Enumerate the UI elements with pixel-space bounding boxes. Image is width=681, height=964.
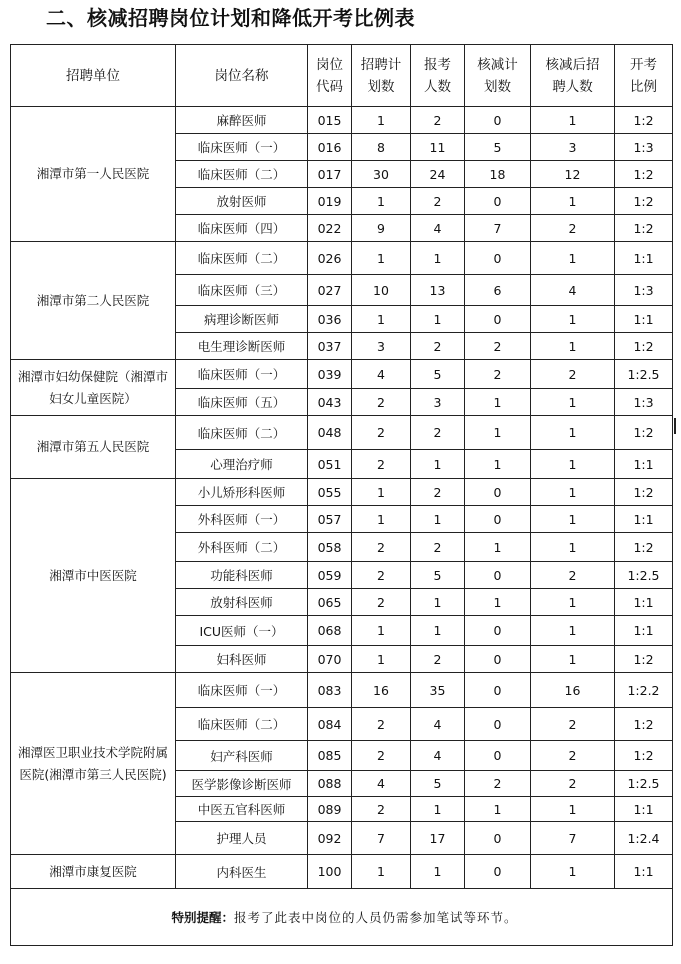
applicants-cell: 5	[411, 562, 465, 589]
code-cell: 022	[308, 215, 352, 242]
after-cell: 1	[531, 797, 615, 822]
ratio-cell: 1:2	[615, 479, 673, 506]
position-cell: 放射医师	[176, 188, 308, 215]
code-cell: 019	[308, 188, 352, 215]
text-cursor	[674, 418, 676, 434]
ratio-cell: 1:1	[615, 855, 673, 889]
applicants-cell: 2	[411, 646, 465, 673]
table-row	[11, 479, 673, 506]
after-cell: 1	[531, 107, 615, 134]
position-cell: 临床医师（五）	[176, 389, 308, 416]
table-row	[11, 855, 673, 889]
reduced-cell: 5	[465, 134, 531, 161]
reduced-cell: 0	[465, 188, 531, 215]
applicants-cell: 24	[411, 161, 465, 188]
ratio-cell: 1:2	[615, 646, 673, 673]
ratio-cell: 1:2	[615, 533, 673, 562]
plan-cell: 2	[352, 450, 411, 479]
plan-cell: 1	[352, 855, 411, 889]
ratio-cell: 1:2.5	[615, 360, 673, 389]
note-label: 特别提醒：	[171, 910, 234, 925]
code-cell: 051	[308, 450, 352, 479]
ratio-cell: 1:1	[615, 616, 673, 646]
table-row	[11, 242, 673, 275]
plan-cell: 3	[352, 333, 411, 360]
plan-cell: 1	[352, 616, 411, 646]
code-cell: 059	[308, 562, 352, 589]
table-row	[11, 416, 673, 450]
position-cell: 医学影像诊断医师	[176, 771, 308, 797]
plan-cell: 1	[352, 188, 411, 215]
header-row	[11, 45, 673, 107]
header-position: 岗位名称	[176, 45, 308, 107]
code-cell: 088	[308, 771, 352, 797]
reduced-cell: 0	[465, 562, 531, 589]
plan-cell: 4	[352, 771, 411, 797]
after-cell: 1	[531, 589, 615, 616]
applicants-cell: 1	[411, 616, 465, 646]
code-cell: 068	[308, 616, 352, 646]
plan-cell: 2	[352, 416, 411, 450]
unit-name-cell: 湘潭市第五人民医院	[11, 416, 176, 479]
after-cell: 1	[531, 333, 615, 360]
applicants-cell: 3	[411, 389, 465, 416]
position-cell: 临床医师（二）	[176, 161, 308, 188]
after-cell: 4	[531, 275, 615, 306]
ratio-cell: 1:3	[615, 134, 673, 161]
reduced-cell: 0	[465, 479, 531, 506]
plan-cell: 7	[352, 822, 411, 855]
code-cell: 070	[308, 646, 352, 673]
reduced-cell: 1	[465, 797, 531, 822]
reduced-cell: 0	[465, 646, 531, 673]
position-cell: 临床医师（一）	[176, 673, 308, 708]
position-cell: 外科医师（一）	[176, 506, 308, 533]
plan-cell: 2	[352, 741, 411, 771]
position-cell: ICU医师（一）	[176, 616, 308, 646]
after-cell: 16	[531, 673, 615, 708]
after-cell: 1	[531, 616, 615, 646]
after-cell: 1	[531, 479, 615, 506]
after-cell: 1	[531, 188, 615, 215]
position-cell: 麻醉医师	[176, 107, 308, 134]
ratio-cell: 1:2.5	[615, 771, 673, 797]
note-text: 报考了此表中岗位的人员仍需参加笔试等环节。	[234, 910, 518, 925]
unit-name-cell: 湘潭市第一人民医院	[11, 107, 176, 242]
unit-name-cell: 湘潭市中医医院	[11, 479, 176, 673]
code-cell: 016	[308, 134, 352, 161]
applicants-cell: 2	[411, 479, 465, 506]
header-reduced: 核减计 划数	[465, 45, 531, 107]
ratio-cell: 1:2	[615, 161, 673, 188]
header-after: 核减后招 聘人数	[531, 45, 615, 107]
reduced-cell: 1	[465, 450, 531, 479]
ratio-cell: 1:2	[615, 416, 673, 450]
applicants-cell: 17	[411, 822, 465, 855]
ratio-cell: 1:1	[615, 589, 673, 616]
after-cell: 2	[531, 562, 615, 589]
code-cell: 055	[308, 479, 352, 506]
unit-name-cell: 湘潭市妇幼保健院（湘潭市妇女儿童医院）	[11, 360, 176, 416]
position-cell: 临床医师（一）	[176, 360, 308, 389]
applicants-cell: 1	[411, 589, 465, 616]
plan-cell: 2	[352, 533, 411, 562]
applicants-cell: 2	[411, 188, 465, 215]
code-cell: 084	[308, 708, 352, 741]
reduced-cell: 18	[465, 161, 531, 188]
applicants-cell: 1	[411, 242, 465, 275]
plan-cell: 2	[352, 797, 411, 822]
reduced-cell: 0	[465, 242, 531, 275]
after-cell: 1	[531, 533, 615, 562]
code-cell: 048	[308, 416, 352, 450]
position-cell: 放射科医师	[176, 589, 308, 616]
applicants-cell: 11	[411, 134, 465, 161]
after-cell: 1	[531, 389, 615, 416]
reduced-cell: 7	[465, 215, 531, 242]
code-cell: 036	[308, 306, 352, 333]
code-cell: 058	[308, 533, 352, 562]
after-cell: 1	[531, 506, 615, 533]
after-cell: 3	[531, 134, 615, 161]
applicants-cell: 1	[411, 855, 465, 889]
reduced-cell: 2	[465, 771, 531, 797]
after-cell: 2	[531, 771, 615, 797]
reduced-cell: 0	[465, 306, 531, 333]
header-applicants: 报考 人数	[411, 45, 465, 107]
plan-cell: 8	[352, 134, 411, 161]
position-cell: 功能科医师	[176, 562, 308, 589]
after-cell: 2	[531, 741, 615, 771]
reduced-cell: 1	[465, 589, 531, 616]
header-plan: 招聘计 划数	[352, 45, 411, 107]
position-cell: 病理诊断医师	[176, 306, 308, 333]
ratio-cell: 1:2	[615, 188, 673, 215]
position-cell: 妇产科医师	[176, 741, 308, 771]
unit-name-cell: 湘潭医卫职业技术学院附属医院(湘潭市第三人民医院)	[11, 673, 176, 855]
code-cell: 089	[308, 797, 352, 822]
code-cell: 065	[308, 589, 352, 616]
ratio-cell: 1:2.2	[615, 673, 673, 708]
applicants-cell: 13	[411, 275, 465, 306]
position-cell: 中医五官科医师	[176, 797, 308, 822]
plan-cell: 1	[352, 306, 411, 333]
recruitment-table	[10, 44, 673, 946]
position-cell: 电生理诊断医师	[176, 333, 308, 360]
plan-cell: 30	[352, 161, 411, 188]
header-unit: 招聘单位	[11, 45, 176, 107]
code-cell: 092	[308, 822, 352, 855]
after-cell: 1	[531, 855, 615, 889]
position-cell: 小儿矫形科医师	[176, 479, 308, 506]
reduced-cell: 0	[465, 741, 531, 771]
applicants-cell: 5	[411, 771, 465, 797]
plan-cell: 9	[352, 215, 411, 242]
plan-cell: 4	[352, 360, 411, 389]
after-cell: 7	[531, 822, 615, 855]
applicants-cell: 4	[411, 708, 465, 741]
ratio-cell: 1:2	[615, 741, 673, 771]
after-cell: 12	[531, 161, 615, 188]
reduced-cell: 6	[465, 275, 531, 306]
applicants-cell: 1	[411, 306, 465, 333]
note-row	[11, 889, 673, 946]
code-cell: 100	[308, 855, 352, 889]
position-cell: 心理治疗师	[176, 450, 308, 479]
applicants-cell: 2	[411, 107, 465, 134]
code-cell: 039	[308, 360, 352, 389]
plan-cell: 1	[352, 107, 411, 134]
after-cell: 1	[531, 416, 615, 450]
table-row	[11, 107, 673, 134]
position-cell: 临床医师（二）	[176, 416, 308, 450]
plan-cell: 2	[352, 589, 411, 616]
reduced-cell: 2	[465, 333, 531, 360]
reduced-cell: 0	[465, 673, 531, 708]
page-title: 二、核减招聘岗位计划和降低开考比例表	[46, 6, 415, 30]
after-cell: 2	[531, 215, 615, 242]
reduced-cell: 0	[465, 506, 531, 533]
applicants-cell: 1	[411, 797, 465, 822]
position-cell: 临床医师（三）	[176, 275, 308, 306]
note-cell	[11, 889, 673, 946]
position-cell: 临床医师（二）	[176, 708, 308, 741]
after-cell: 1	[531, 646, 615, 673]
plan-cell: 2	[352, 389, 411, 416]
code-cell: 083	[308, 673, 352, 708]
applicants-cell: 1	[411, 506, 465, 533]
applicants-cell: 2	[411, 533, 465, 562]
ratio-cell: 1:2.4	[615, 822, 673, 855]
plan-cell: 1	[352, 242, 411, 275]
reduced-cell: 0	[465, 708, 531, 741]
header-ratio: 开考 比例	[615, 45, 673, 107]
header-code: 岗位 代码	[308, 45, 352, 107]
position-cell: 外科医师（二）	[176, 533, 308, 562]
code-cell: 085	[308, 741, 352, 771]
ratio-cell: 1:2.5	[615, 562, 673, 589]
after-cell: 1	[531, 242, 615, 275]
applicants-cell: 5	[411, 360, 465, 389]
plan-cell: 2	[352, 708, 411, 741]
position-cell: 妇科医师	[176, 646, 308, 673]
reduced-cell: 0	[465, 822, 531, 855]
unit-name-cell: 湘潭市第二人民医院	[11, 242, 176, 360]
ratio-cell: 1:1	[615, 242, 673, 275]
position-cell: 临床医师（四）	[176, 215, 308, 242]
code-cell: 026	[308, 242, 352, 275]
code-cell: 043	[308, 389, 352, 416]
plan-cell: 2	[352, 562, 411, 589]
ratio-cell: 1:3	[615, 275, 673, 306]
reduced-cell: 0	[465, 107, 531, 134]
ratio-cell: 1:1	[615, 506, 673, 533]
applicants-cell: 35	[411, 673, 465, 708]
code-cell: 037	[308, 333, 352, 360]
reduced-cell: 2	[465, 360, 531, 389]
unit-name-cell: 湘潭市康复医院	[11, 855, 176, 889]
code-cell: 017	[308, 161, 352, 188]
reduced-cell: 0	[465, 616, 531, 646]
ratio-cell: 1:1	[615, 306, 673, 333]
reduced-cell: 0	[465, 855, 531, 889]
after-cell: 2	[531, 360, 615, 389]
ratio-cell: 1:1	[615, 450, 673, 479]
reduced-cell: 1	[465, 389, 531, 416]
table-row	[11, 360, 673, 389]
plan-cell: 16	[352, 673, 411, 708]
applicants-cell: 2	[411, 333, 465, 360]
reduced-cell: 1	[465, 533, 531, 562]
plan-cell: 1	[352, 506, 411, 533]
applicants-cell: 1	[411, 450, 465, 479]
position-cell: 临床医师（一）	[176, 134, 308, 161]
position-cell: 护理人员	[176, 822, 308, 855]
plan-cell: 10	[352, 275, 411, 306]
after-cell: 1	[531, 450, 615, 479]
reduced-cell: 1	[465, 416, 531, 450]
ratio-cell: 1:2	[615, 333, 673, 360]
ratio-cell: 1:2	[615, 215, 673, 242]
code-cell: 027	[308, 275, 352, 306]
after-cell: 2	[531, 708, 615, 741]
code-cell: 057	[308, 506, 352, 533]
plan-cell: 1	[352, 479, 411, 506]
position-cell: 临床医师（二）	[176, 242, 308, 275]
applicants-cell: 2	[411, 416, 465, 450]
after-cell: 1	[531, 306, 615, 333]
ratio-cell: 1:2	[615, 107, 673, 134]
ratio-cell: 1:1	[615, 797, 673, 822]
position-cell: 内科医生	[176, 855, 308, 889]
applicants-cell: 4	[411, 741, 465, 771]
ratio-cell: 1:3	[615, 389, 673, 416]
table-body	[11, 107, 673, 889]
table-row	[11, 673, 673, 708]
ratio-cell: 1:2	[615, 708, 673, 741]
code-cell: 015	[308, 107, 352, 134]
applicants-cell: 4	[411, 215, 465, 242]
plan-cell: 1	[352, 646, 411, 673]
